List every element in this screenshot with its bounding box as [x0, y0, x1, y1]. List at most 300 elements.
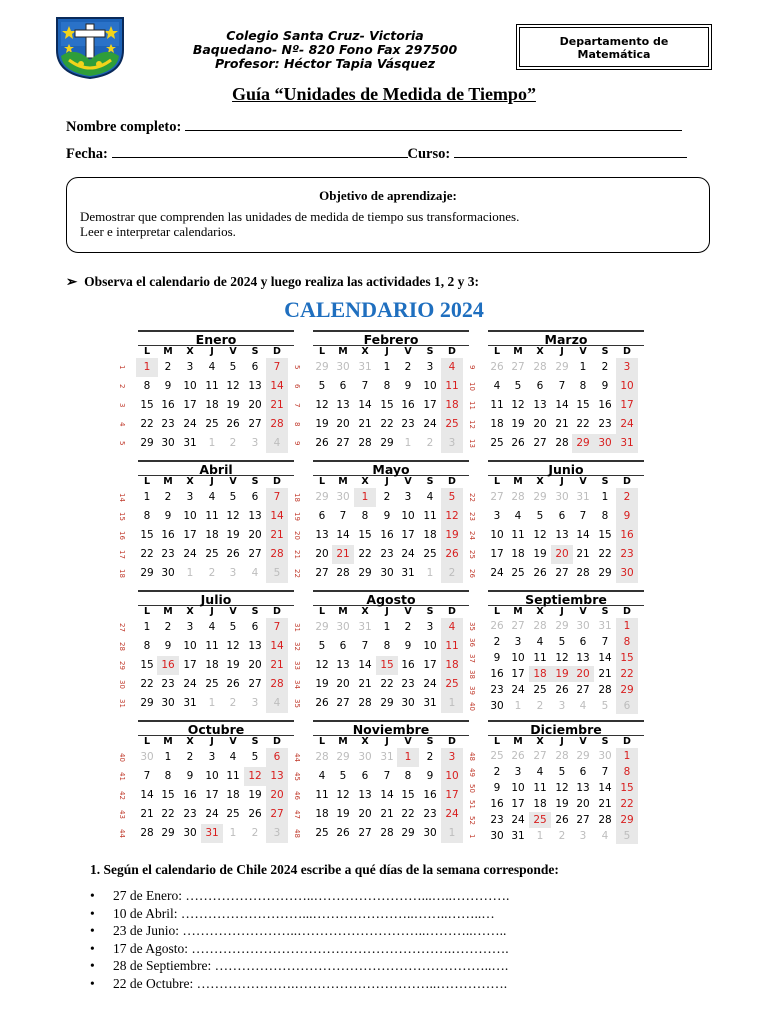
calendar-day: 2 — [251, 827, 259, 839]
calendar-day: 24 — [490, 567, 504, 579]
calendar-day: 12 — [533, 529, 547, 541]
calendar-day: 28 — [266, 415, 288, 434]
calendar-day: 9 — [404, 640, 412, 652]
calendar-day: 30 — [161, 437, 175, 449]
week-number: 41 — [118, 772, 126, 781]
week-number: 33 — [293, 661, 301, 670]
calendar-day: 11 — [205, 380, 219, 392]
calendar-day: 23 — [616, 545, 638, 564]
calendar-day: 25 — [490, 750, 504, 762]
calendar-day: 29 — [401, 827, 415, 839]
calendar-day: 21 — [266, 526, 288, 545]
week-number: 20 — [293, 531, 301, 540]
date-blank[interactable] — [112, 145, 408, 158]
day-header: X — [536, 346, 544, 357]
calendar-day: 6 — [251, 491, 259, 503]
calendar-day: 1 — [536, 830, 544, 842]
week-number: 52 — [468, 815, 476, 825]
month-noviembre — [293, 720, 469, 844]
week-number: 19 — [293, 512, 301, 521]
calendar-day: 5 — [536, 510, 544, 522]
calendar-day: 30 — [401, 697, 415, 709]
calendar-day: 26 — [315, 697, 329, 709]
calendar-day: 19 — [226, 399, 240, 411]
calendar-day: 16 — [598, 399, 612, 411]
calendar-day: 4 — [536, 766, 544, 778]
calendar-day: 5 — [229, 491, 237, 503]
day-header: J — [210, 606, 214, 617]
calendar-day: 22 — [358, 548, 372, 560]
department-box — [519, 27, 709, 67]
day-header: X — [361, 476, 369, 487]
objective-text — [80, 209, 519, 239]
calendar-day: 25 — [529, 812, 551, 828]
calendar-day: 4 — [441, 618, 463, 637]
calendar-day: 12 — [315, 399, 329, 411]
month-febrero — [293, 330, 469, 454]
day-header: M — [338, 346, 348, 357]
calendar-day: 27 — [336, 437, 350, 449]
calendar-day: 7 — [361, 380, 369, 392]
calendar-day: 7 — [266, 488, 288, 507]
calendar-day: 26 — [511, 437, 525, 449]
calendar-day: 2 — [186, 751, 194, 763]
calendar-day: 3 — [558, 700, 566, 712]
calendar-day: 23 — [380, 548, 394, 560]
week-number: 8 — [293, 422, 301, 427]
day-header: S — [251, 736, 259, 747]
question-item: • 10 de Abril: ………………………...…………………..……..……..… — [90, 905, 509, 923]
calendar-day: 14 — [598, 652, 612, 664]
week-number: 26 — [468, 569, 476, 578]
week-number: 51 — [468, 799, 476, 809]
calendar-day: 28 — [266, 545, 288, 564]
question-item: • 22 de Octubre: ………………….…………………………..……………. — [90, 975, 509, 993]
calendar-day: 3 — [616, 358, 638, 377]
calendar-day: 1 — [143, 621, 151, 633]
calendar-day: 27 — [555, 567, 569, 579]
calendar-day: 20 — [315, 548, 329, 560]
calendar-day: 26 — [315, 437, 329, 449]
calendar-day: 23 — [490, 684, 504, 696]
calendar-day: 2 — [229, 697, 237, 709]
calendar-day: 2 — [164, 491, 172, 503]
calendar-day: 30 — [594, 434, 616, 453]
month-marzo — [468, 330, 644, 454]
calendar-day: 10 — [183, 380, 197, 392]
calendar-day: 19 — [551, 666, 573, 682]
week-number: 25 — [468, 550, 476, 559]
calendar-day: 2 — [426, 751, 434, 763]
calendar-day: 17 — [183, 399, 197, 411]
calendar-day: 10 — [205, 770, 219, 782]
calendar-day: 22 — [598, 548, 612, 560]
calendar-day: 10 — [511, 782, 525, 794]
day-header: M — [513, 606, 523, 617]
calendar-day: 24 — [511, 684, 525, 696]
calendar-day: 16 — [157, 656, 179, 675]
calendar-day: 13 — [336, 399, 350, 411]
calendar-day: 16 — [490, 798, 504, 810]
calendar-day: 29 — [358, 567, 372, 579]
calendar-day: 31 — [511, 830, 525, 842]
calendar-day: 8 — [143, 510, 151, 522]
day-header: J — [385, 736, 389, 747]
calendar-day: 6 — [361, 770, 369, 782]
calendar-day: 9 — [164, 640, 172, 652]
month-agosto — [293, 590, 469, 714]
week-number: 27 — [118, 623, 126, 632]
day-header: V — [229, 346, 237, 357]
day-header: X — [361, 606, 369, 617]
week-number: 43 — [118, 810, 126, 819]
calendar-day: 1 — [441, 824, 463, 843]
day-header: J — [210, 346, 214, 357]
calendar-day: 30 — [358, 751, 372, 763]
calendar-day: 4 — [493, 380, 501, 392]
calendar-day: 21 — [358, 418, 372, 430]
calendar-day: 11 — [205, 640, 219, 652]
calendar-day: 23 — [161, 678, 175, 690]
calendar-day: 12 — [226, 640, 240, 652]
calendar-day: 24 — [183, 548, 197, 560]
week-number: 10 — [468, 382, 476, 391]
month-name: Diciembre — [488, 720, 644, 736]
day-header: X — [536, 476, 544, 487]
calendar-day: 1 — [186, 567, 194, 579]
calendar-day: 6 — [558, 510, 566, 522]
week-number: 6 — [293, 384, 301, 389]
day-header: S — [601, 476, 609, 487]
day-header: D — [448, 606, 456, 617]
week-number: 1 — [118, 365, 126, 370]
calendar-day: 7 — [339, 510, 347, 522]
calendar-day: 11 — [423, 510, 437, 522]
day-header: J — [385, 476, 389, 487]
day-header: V — [579, 736, 587, 747]
calendar-day: 17 — [183, 529, 197, 541]
calendar-day: 27 — [511, 361, 525, 373]
calendar-day: 27 — [248, 548, 262, 560]
calendar-day: 20 — [248, 659, 262, 671]
day-header: X — [536, 606, 544, 617]
month-julio — [118, 590, 294, 714]
month-name: Noviembre — [313, 720, 469, 736]
day-header: V — [404, 476, 412, 487]
calendar-day: 2 — [404, 361, 412, 373]
month-diciembre — [468, 720, 644, 844]
day-header: L — [493, 606, 501, 617]
calendar-day: 17 — [441, 786, 463, 805]
month-septiembre — [468, 590, 644, 714]
day-header: M — [163, 736, 173, 747]
day-header: V — [579, 346, 587, 357]
week-number: 38 — [468, 669, 476, 679]
day-header: X — [536, 736, 544, 747]
calendar-day: 12 — [555, 782, 569, 794]
calendar-day: 29 — [380, 697, 394, 709]
calendar-day: 2 — [164, 361, 172, 373]
calendar-day: 14 — [358, 399, 372, 411]
month-name: Marzo — [488, 330, 644, 346]
calendar-day: 18 — [226, 789, 240, 801]
calendar-day: 6 — [251, 621, 259, 633]
calendar-day: 8 — [616, 634, 638, 650]
calendar-day: 4 — [579, 700, 587, 712]
calendar-day: 12 — [244, 767, 266, 786]
calendar-day: 4 — [208, 491, 216, 503]
calendar-day: 11 — [205, 510, 219, 522]
calendar-day: 13 — [576, 652, 590, 664]
calendar-day: 14 — [598, 782, 612, 794]
calendar-day: 5 — [251, 751, 259, 763]
calendar-day: 23 — [183, 808, 197, 820]
calendar-day: 7 — [579, 510, 587, 522]
calendar-day: 22 — [161, 808, 175, 820]
day-header: L — [318, 346, 326, 357]
calendar-day: 17 — [490, 548, 504, 560]
calendar-day: 4 — [229, 751, 237, 763]
day-header: S — [601, 736, 609, 747]
calendar-day: 28 — [533, 620, 547, 632]
day-header: L — [143, 476, 151, 487]
calendar-day: 11 — [533, 652, 547, 664]
day-header: L — [143, 346, 151, 357]
calendar-day: 31 — [380, 751, 394, 763]
day-header: L — [318, 736, 326, 747]
calendar-day: 27 — [358, 827, 372, 839]
calendar-day: 18 — [441, 396, 463, 415]
calendar-day: 27 — [336, 697, 350, 709]
day-header: L — [493, 736, 501, 747]
calendar-day: 8 — [616, 764, 638, 780]
calendar-day: 31 — [183, 697, 197, 709]
calendar-day: 6 — [536, 380, 544, 392]
calendar-day: 19 — [315, 418, 329, 430]
calendar-day: 1 — [208, 437, 216, 449]
calendar-day: 15 — [380, 399, 394, 411]
calendar-day: 25 — [205, 678, 219, 690]
week-number: 28 — [118, 642, 126, 651]
day-header: S — [426, 346, 434, 357]
name-field — [66, 118, 682, 136]
calendar-day: 18 — [511, 548, 525, 560]
calendar-day: 13 — [555, 529, 569, 541]
week-number: 17 — [118, 550, 126, 559]
calendar-day: 25 — [441, 675, 463, 694]
calendar-day: 4 — [536, 636, 544, 648]
objective-title: Objetivo de aprendizaje: — [319, 188, 457, 203]
calendar-day: 26 — [226, 418, 240, 430]
question-1-list — [90, 887, 509, 992]
calendar-day: 7 — [601, 766, 609, 778]
day-header: M — [513, 346, 523, 357]
calendar-day: 25 — [226, 808, 240, 820]
calendar-day: 23 — [401, 418, 415, 430]
calendar-day: 3 — [514, 636, 522, 648]
week-number: 44 — [118, 829, 126, 838]
day-header: M — [338, 736, 348, 747]
calendar-day: 26 — [490, 620, 504, 632]
calendar-day: 3 — [493, 510, 501, 522]
calendar-day: 26 — [533, 567, 547, 579]
calendar-day: 5 — [318, 640, 326, 652]
calendar-day: 1 — [404, 437, 412, 449]
calendar-day: 27 — [576, 814, 590, 826]
week-number: 24 — [468, 531, 476, 540]
day-header: M — [338, 476, 348, 487]
calendar-day: 25 — [205, 548, 219, 560]
day-header: D — [273, 606, 281, 617]
calendar-day: 18 — [205, 399, 219, 411]
department-line2: Matemática — [577, 48, 651, 61]
calendar-day: 27 — [576, 684, 590, 696]
week-number: 12 — [468, 420, 476, 429]
course-blank[interactable] — [454, 145, 687, 158]
calendar-day: 27 — [511, 620, 525, 632]
day-header: V — [229, 736, 237, 747]
week-number: 16 — [118, 531, 126, 540]
calendar-day: 9 — [426, 770, 434, 782]
calendar-day: 31 — [358, 361, 372, 373]
calendar-day: 18 — [315, 808, 329, 820]
calendar-day: 20 — [572, 666, 594, 682]
calendar-day: 4 — [514, 510, 522, 522]
calendar-day: 12 — [555, 652, 569, 664]
calendar-day: 12 — [511, 399, 525, 411]
calendar-day: 23 — [423, 808, 437, 820]
calendar-day: 8 — [383, 380, 391, 392]
calendar-day: 21 — [266, 396, 288, 415]
calendar-day: 25 — [441, 415, 463, 434]
week-number: 50 — [468, 783, 476, 793]
calendar-day: 8 — [579, 380, 587, 392]
calendar-day: 1 — [354, 488, 376, 507]
calendar-day: 12 — [226, 510, 240, 522]
week-number: 35 — [468, 621, 476, 631]
calendar-day: 1 — [383, 361, 391, 373]
calendar-day: 11 — [315, 789, 329, 801]
day-header: D — [448, 476, 456, 487]
calendar-day: 10 — [423, 640, 437, 652]
calendar-day: 23 — [161, 548, 175, 560]
calendar-day: 5 — [441, 488, 463, 507]
teacher-name: Profesor: Héctor Tapia Vásquez — [214, 56, 436, 71]
calendar-day: 8 — [143, 640, 151, 652]
calendar-day: 24 — [423, 678, 437, 690]
calendar-day: 8 — [601, 510, 609, 522]
calendar-day: 3 — [426, 361, 434, 373]
calendar-day: 13 — [248, 380, 262, 392]
calendar-day: 25 — [205, 418, 219, 430]
calendar-day: 18 — [490, 418, 504, 430]
calendar-day: 17 — [205, 789, 219, 801]
calendar-day: 23 — [401, 678, 415, 690]
week-number: 11 — [468, 401, 476, 410]
calendar-day: 27 — [266, 805, 288, 824]
calendar-day: 21 — [555, 418, 569, 430]
day-header: M — [513, 736, 523, 747]
calendar-day: 10 — [441, 767, 463, 786]
week-number: 36 — [468, 637, 476, 647]
name-blank[interactable] — [185, 118, 682, 131]
calendar-day: 4 — [208, 361, 216, 373]
calendar-day: 15 — [598, 529, 612, 541]
calendar-day: 5 — [318, 380, 326, 392]
calendar-day: 9 — [186, 770, 194, 782]
calendar-day: 2 — [601, 361, 609, 373]
week-number: 48 — [293, 829, 301, 838]
calendar-day: 1 — [601, 491, 609, 503]
calendar-day: 1 — [514, 700, 522, 712]
calendar-day: 22 — [380, 678, 394, 690]
calendar-day: 20 — [336, 678, 350, 690]
calendar-day: 11 — [490, 399, 504, 411]
calendar-day: 3 — [441, 434, 463, 453]
calendar-day: 20 — [248, 399, 262, 411]
calendar-day: 29 — [315, 491, 329, 503]
objective-box — [66, 177, 710, 253]
calendar-day: 29 — [555, 620, 569, 632]
calendar-day: 26 — [555, 814, 569, 826]
week-number: 48 — [468, 751, 476, 761]
calendar-day: 2 — [426, 437, 434, 449]
calendar-day: 26 — [226, 678, 240, 690]
question-item: • 23 de Junio: ……………………..………………………..………..…….. — [90, 922, 509, 940]
date-course-field — [66, 145, 687, 163]
calendar-day: 21 — [598, 798, 612, 810]
calendar-day: 5 — [601, 700, 609, 712]
day-header: D — [623, 346, 631, 357]
calendar-day: 17 — [183, 659, 197, 671]
calendar-day: 14 — [266, 507, 288, 526]
week-number: 18 — [293, 493, 301, 502]
day-header: J — [210, 736, 214, 747]
calendar-day: 31 — [576, 491, 590, 503]
calendar-day: 7 — [266, 618, 288, 637]
calendar-day: 16 — [423, 789, 437, 801]
calendar-day: 17 — [423, 659, 437, 671]
month-name: Enero — [138, 330, 294, 346]
calendar-day: 7 — [361, 640, 369, 652]
calendar-day: 5 — [339, 770, 347, 782]
day-header: L — [318, 606, 326, 617]
day-header: D — [273, 346, 281, 357]
calendar-day: 15 — [616, 650, 638, 666]
calendar-day: 7 — [601, 636, 609, 648]
calendar-day: 4 — [266, 694, 288, 713]
calendar-day: 3 — [251, 697, 259, 709]
calendar-day: 30 — [555, 491, 569, 503]
calendar-day: 5 — [616, 828, 638, 844]
calendar-day: 28 — [511, 491, 525, 503]
calendar-day: 1 — [616, 748, 638, 764]
calendar-day: 2 — [616, 488, 638, 507]
course-label: Curso: — [407, 146, 451, 162]
day-header: S — [426, 476, 434, 487]
week-number: 3 — [118, 403, 126, 408]
calendar-day: 29 — [140, 567, 154, 579]
calendar-day: 25 — [533, 684, 547, 696]
week-number: 14 — [118, 493, 126, 502]
day-header: D — [448, 736, 456, 747]
day-header: V — [229, 606, 237, 617]
calendar-day: 3 — [426, 621, 434, 633]
calendar-day: 31 — [201, 824, 223, 843]
calendar-day: 29 — [140, 697, 154, 709]
calendar-title: CALENDARIO 2024 — [284, 297, 484, 322]
day-header: D — [623, 606, 631, 617]
